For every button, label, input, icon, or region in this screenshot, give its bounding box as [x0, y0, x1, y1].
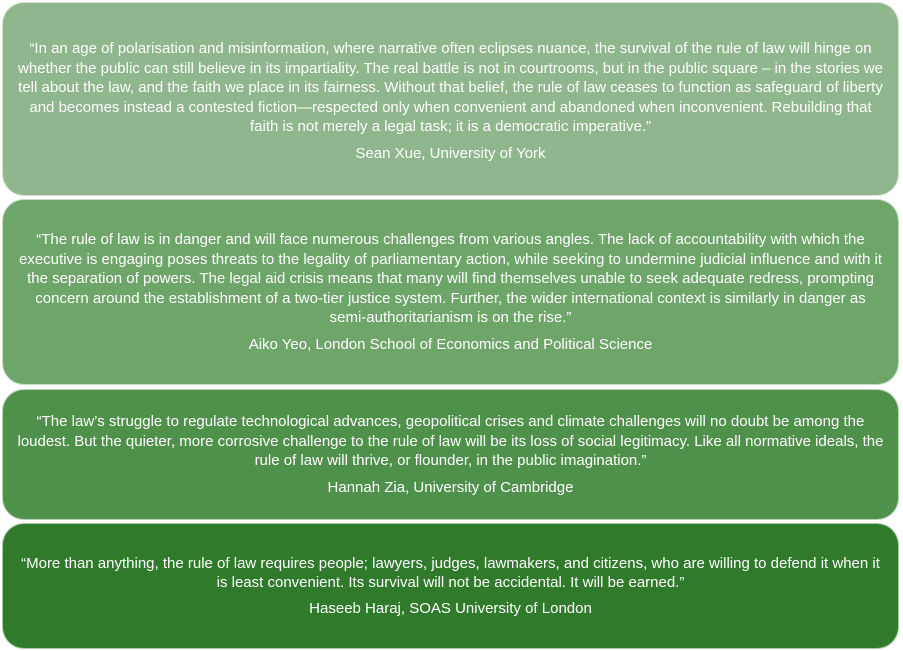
quote-author: Sean Xue, University of York [355, 144, 546, 162]
quote-text: “More than anything, the rule of law requires people; lawyers, judges, lawmakers, and citizens, who are willing to defend it when it is least convenient. Its survival will not be accidental. It will be earned.” [21, 555, 880, 591]
quote-author: Hannah Zia, University of Cambridge [327, 478, 574, 496]
quote-card-4 [2, 523, 899, 649]
quote-author: Haseeb Haraj, SOAS University of London [309, 600, 592, 617]
quote-text: “In an age of polarisation and misinformation, where narrative often eclipses nuance, the survival of the rule of law will hinge on whether the public can still believe in its impartiality. The real battle is not in courtrooms, but in the public square – in the stories we tell about the law, and the faith we place in its fairness. Without that belief, the rule of law ceases to function as safeguard of liberty and becomes instead a contested fiction—respected only when convenient and abandoned when inconvenient. Rebuilding that faith is not merely a legal task; it is a democratic imperative.” [18, 40, 883, 136]
quote-card-1 [2, 2, 899, 196]
quote-author: Aiko Yeo, London School of Economics and Political Science [248, 335, 653, 353]
quote-card-2 [2, 199, 899, 385]
quote-text: “The rule of law is in danger and will face numerous challenges from various angles. The lack of accountability with which the executive is engaging poses threats to the legality of parliamentary action, while seeking to undermine judicial influence and with it the separation of powers. The legal aid crisis means that many will find themselves unable to seek adequate redress, prompting concern around the establishment of a two-tier justice system. Further, the wider international context is similarly in danger as semi-authoritarianism is on the rise.” [19, 231, 882, 327]
quote-card-3 [2, 389, 899, 520]
quote-text: “The law’s struggle to regulate technological advances, geopolitical crises and climate challenges will no doubt be among the loudest. But the quieter, more corrosive challenge to the rule of law will be its loss of social legitimacy. Like all normative ideals, the rule of law will thrive, or flounder, in the public imagination.” [17, 413, 884, 470]
